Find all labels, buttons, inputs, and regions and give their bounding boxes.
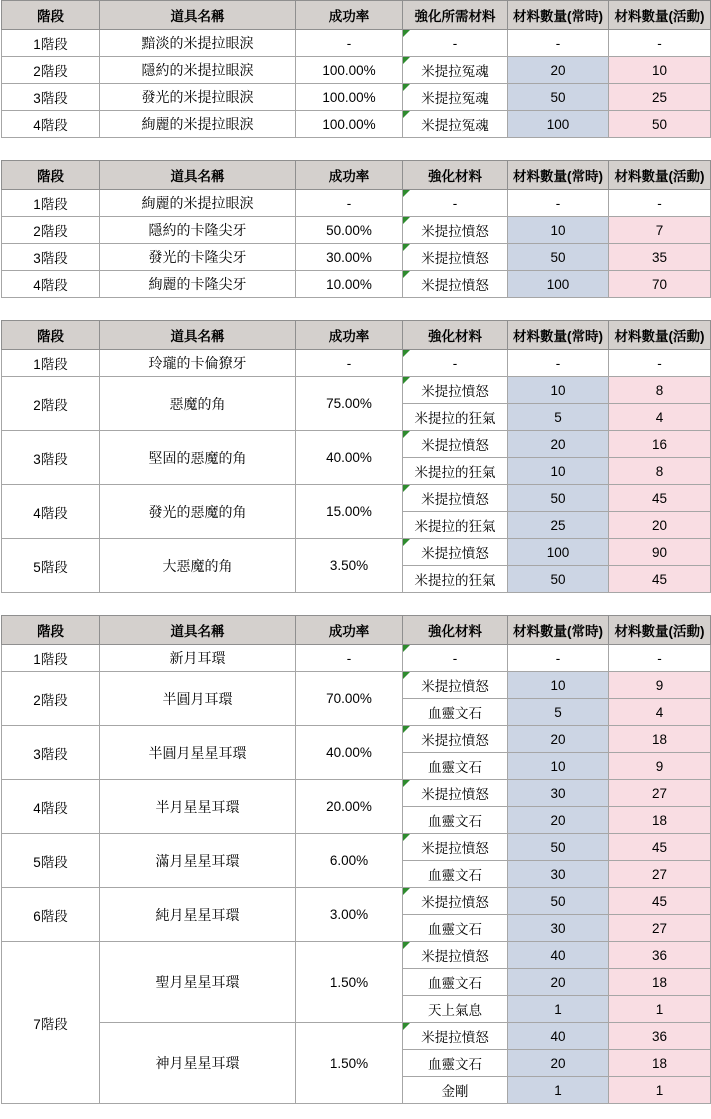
material-qty-event-cell: - xyxy=(609,350,711,377)
success-rate-cell: - xyxy=(296,350,403,377)
enchant-table xyxy=(1,320,711,593)
material-name-cell: 米提拉的狂氣 xyxy=(403,512,508,539)
column-header: 材料數量(常時) xyxy=(508,1,609,30)
success-rate-cell: - xyxy=(296,190,403,217)
item-name-cell: 半月星星耳環 xyxy=(100,780,296,834)
column-header: 材料數量(活動) xyxy=(609,161,711,190)
table-row xyxy=(2,84,711,111)
material-qty-event-cell: 16 xyxy=(609,431,711,458)
item-name-cell: 發光的惡魔的角 xyxy=(100,485,296,539)
material-qty-event-cell: 10 xyxy=(609,57,711,84)
stage-cell: 2階段 xyxy=(2,217,100,244)
column-header: 階段 xyxy=(2,1,100,30)
success-rate-cell: 100.00% xyxy=(296,84,403,111)
material-qty-normal-cell: 100 xyxy=(508,539,609,566)
material-qty-normal-cell: 20 xyxy=(508,431,609,458)
stage-cell: 4階段 xyxy=(2,780,100,834)
material-qty-normal-cell: - xyxy=(508,30,609,57)
table-row xyxy=(2,57,711,84)
column-header: 成功率 xyxy=(296,321,403,350)
item-name-cell: 隱約的卡隆尖牙 xyxy=(100,217,296,244)
item-name-cell: 惡魔的角 xyxy=(100,377,296,431)
table-header-row xyxy=(2,616,711,645)
stage-cell: 3階段 xyxy=(2,431,100,485)
table-row xyxy=(2,1023,711,1050)
success-rate-cell: 20.00% xyxy=(296,780,403,834)
success-rate-cell: 30.00% xyxy=(296,244,403,271)
success-rate-cell: 40.00% xyxy=(296,431,403,485)
item-name-cell: 發光的卡隆尖牙 xyxy=(100,244,296,271)
column-header: 材料數量(常時) xyxy=(508,616,609,645)
item-name-cell: 純月星星耳環 xyxy=(100,888,296,942)
material-qty-event-cell: 18 xyxy=(609,807,711,834)
material-name-cell: 米提拉憤怒 xyxy=(403,672,508,699)
material-qty-normal-cell: 1 xyxy=(508,1077,609,1104)
table-row xyxy=(2,888,711,915)
column-header: 階段 xyxy=(2,321,100,350)
table-header-row xyxy=(2,161,711,190)
material-name-cell: 金剛 xyxy=(403,1077,508,1104)
material-name-cell: 米提拉憤怒 xyxy=(403,271,508,298)
material-qty-normal-cell: 10 xyxy=(508,217,609,244)
material-qty-event-cell: 9 xyxy=(609,672,711,699)
item-name-cell: 發光的米提拉眼淚 xyxy=(100,84,296,111)
material-name-cell: - xyxy=(403,645,508,672)
enchant-table xyxy=(1,160,711,298)
material-qty-normal-cell: 5 xyxy=(508,404,609,431)
column-header: 道具名稱 xyxy=(100,161,296,190)
material-name-cell: 米提拉的狂氣 xyxy=(403,458,508,485)
stage-cell: 1階段 xyxy=(2,30,100,57)
success-rate-cell: 1.50% xyxy=(296,1023,403,1104)
material-name-cell: 天上氣息 xyxy=(403,996,508,1023)
material-qty-event-cell: - xyxy=(609,30,711,57)
item-name-cell: 堅固的惡魔的角 xyxy=(100,431,296,485)
stage-cell: 5階段 xyxy=(2,834,100,888)
item-name-cell: 絢麗的米提拉眼淚 xyxy=(100,190,296,217)
table-row xyxy=(2,431,711,458)
material-name-cell: 米提拉憤怒 xyxy=(403,942,508,969)
material-name-cell: 米提拉憤怒 xyxy=(403,485,508,512)
stage-cell: 4階段 xyxy=(2,271,100,298)
material-qty-normal-cell: 40 xyxy=(508,942,609,969)
material-qty-event-cell: 1 xyxy=(609,1077,711,1104)
material-qty-normal-cell: 1 xyxy=(508,996,609,1023)
material-qty-event-cell: 4 xyxy=(609,404,711,431)
success-rate-cell: 1.50% xyxy=(296,942,403,1023)
material-qty-normal-cell: 30 xyxy=(508,861,609,888)
table-row xyxy=(2,539,711,566)
material-qty-normal-cell: 50 xyxy=(508,888,609,915)
column-header: 成功率 xyxy=(296,1,403,30)
success-rate-cell: 3.50% xyxy=(296,539,403,593)
material-name-cell: 米提拉憤怒 xyxy=(403,834,508,861)
column-header: 材料數量(常時) xyxy=(508,321,609,350)
item-name-cell: 大惡魔的角 xyxy=(100,539,296,593)
material-name-cell: 米提拉憤怒 xyxy=(403,780,508,807)
material-qty-normal-cell: 20 xyxy=(508,57,609,84)
material-name-cell: - xyxy=(403,30,508,57)
material-name-cell: 米提拉憤怒 xyxy=(403,1023,508,1050)
material-qty-event-cell: 20 xyxy=(609,512,711,539)
column-header: 階段 xyxy=(2,616,100,645)
material-qty-event-cell: 27 xyxy=(609,861,711,888)
material-qty-event-cell: 9 xyxy=(609,753,711,780)
stage-cell: 4階段 xyxy=(2,111,100,138)
material-name-cell: 米提拉憤怒 xyxy=(403,217,508,244)
column-header: 道具名稱 xyxy=(100,616,296,645)
material-qty-normal-cell: 20 xyxy=(508,807,609,834)
success-rate-cell: 100.00% xyxy=(296,111,403,138)
item-name-cell: 神月星星耳環 xyxy=(100,1023,296,1104)
table-row xyxy=(2,942,711,969)
table-row xyxy=(2,485,711,512)
table-row xyxy=(2,217,711,244)
material-qty-event-cell: 36 xyxy=(609,942,711,969)
column-header: 材料數量(活動) xyxy=(609,616,711,645)
material-qty-normal-cell: 20 xyxy=(508,1050,609,1077)
material-qty-normal-cell: 30 xyxy=(508,915,609,942)
material-qty-normal-cell: 10 xyxy=(508,672,609,699)
success-rate-cell: - xyxy=(296,30,403,57)
material-name-cell: 米提拉憤怒 xyxy=(403,726,508,753)
item-name-cell: 絢麗的卡隆尖牙 xyxy=(100,271,296,298)
material-name-cell: 血靈文石 xyxy=(403,753,508,780)
material-qty-normal-cell: - xyxy=(508,190,609,217)
material-qty-event-cell: 50 xyxy=(609,111,711,138)
column-header: 階段 xyxy=(2,161,100,190)
stage-cell: 3階段 xyxy=(2,244,100,271)
material-qty-normal-cell: 5 xyxy=(508,699,609,726)
stage-cell: 4階段 xyxy=(2,485,100,539)
material-name-cell: 血靈文石 xyxy=(403,915,508,942)
material-qty-normal-cell: 100 xyxy=(508,111,609,138)
material-qty-normal-cell: 10 xyxy=(508,377,609,404)
material-qty-normal-cell: 50 xyxy=(508,244,609,271)
success-rate-cell: 50.00% xyxy=(296,217,403,244)
material-qty-normal-cell: 20 xyxy=(508,969,609,996)
stage-cell: 1階段 xyxy=(2,645,100,672)
material-name-cell: 米提拉憤怒 xyxy=(403,539,508,566)
material-name-cell: - xyxy=(403,190,508,217)
stage-cell: 6階段 xyxy=(2,888,100,942)
material-qty-event-cell: 25 xyxy=(609,84,711,111)
success-rate-cell: 75.00% xyxy=(296,377,403,431)
material-name-cell: 血靈文石 xyxy=(403,969,508,996)
item-name-cell: 半圓月星星耳環 xyxy=(100,726,296,780)
column-header: 材料數量(活動) xyxy=(609,1,711,30)
material-qty-normal-cell: 10 xyxy=(508,753,609,780)
table-row xyxy=(2,780,711,807)
table-header-row xyxy=(2,1,711,30)
table-row xyxy=(2,672,711,699)
success-rate-cell: 100.00% xyxy=(296,57,403,84)
material-name-cell: 血靈文石 xyxy=(403,1050,508,1077)
column-header: 強化材料 xyxy=(403,321,508,350)
success-rate-cell: 70.00% xyxy=(296,672,403,726)
material-name-cell: 米提拉憤怒 xyxy=(403,431,508,458)
table-row xyxy=(2,111,711,138)
material-qty-event-cell: 8 xyxy=(609,458,711,485)
material-qty-event-cell: 27 xyxy=(609,915,711,942)
material-qty-event-cell: 45 xyxy=(609,834,711,861)
material-qty-event-cell: 35 xyxy=(609,244,711,271)
material-qty-event-cell: 45 xyxy=(609,888,711,915)
column-header: 材料數量(常時) xyxy=(508,161,609,190)
material-qty-event-cell: 18 xyxy=(609,726,711,753)
stage-cell: 1階段 xyxy=(2,190,100,217)
material-name-cell: 血靈文石 xyxy=(403,861,508,888)
table-row xyxy=(2,244,711,271)
material-qty-event-cell: 45 xyxy=(609,485,711,512)
column-header: 成功率 xyxy=(296,616,403,645)
material-name-cell: 米提拉憤怒 xyxy=(403,244,508,271)
column-header: 強化所需材料 xyxy=(403,1,508,30)
material-qty-normal-cell: 50 xyxy=(508,485,609,512)
material-qty-normal-cell: 10 xyxy=(508,458,609,485)
column-header: 道具名稱 xyxy=(100,321,296,350)
stage-cell: 2階段 xyxy=(2,377,100,431)
material-qty-event-cell: 90 xyxy=(609,539,711,566)
material-name-cell: 米提拉冤魂 xyxy=(403,111,508,138)
material-qty-event-cell: 7 xyxy=(609,217,711,244)
material-qty-event-cell: 36 xyxy=(609,1023,711,1050)
stage-cell: 5階段 xyxy=(2,539,100,593)
item-name-cell: 半圓月耳環 xyxy=(100,672,296,726)
material-qty-event-cell: 18 xyxy=(609,969,711,996)
material-qty-normal-cell: - xyxy=(508,645,609,672)
column-header: 強化材料 xyxy=(403,161,508,190)
stage-cell: 1階段 xyxy=(2,350,100,377)
material-qty-event-cell: 70 xyxy=(609,271,711,298)
material-qty-event-cell: 1 xyxy=(609,996,711,1023)
item-name-cell: 隱約的米提拉眼淚 xyxy=(100,57,296,84)
table-row xyxy=(2,377,711,404)
material-qty-event-cell: - xyxy=(609,190,711,217)
success-rate-cell: 3.00% xyxy=(296,888,403,942)
material-name-cell: 米提拉冤魂 xyxy=(403,84,508,111)
enchant-table xyxy=(1,0,711,138)
item-name-cell: 玲瓏的卡倫獠牙 xyxy=(100,350,296,377)
material-qty-normal-cell: 50 xyxy=(508,566,609,593)
column-header: 成功率 xyxy=(296,161,403,190)
material-qty-event-cell: 18 xyxy=(609,1050,711,1077)
material-qty-normal-cell: 30 xyxy=(508,780,609,807)
table-row xyxy=(2,190,711,217)
material-qty-event-cell: 27 xyxy=(609,780,711,807)
table-row xyxy=(2,30,711,57)
table-row xyxy=(2,350,711,377)
material-name-cell: - xyxy=(403,350,508,377)
material-qty-normal-cell: 50 xyxy=(508,834,609,861)
material-name-cell: 米提拉的狂氣 xyxy=(403,566,508,593)
material-qty-event-cell: - xyxy=(609,645,711,672)
stage-cell: 7階段 xyxy=(2,942,100,1104)
stage-cell: 2階段 xyxy=(2,57,100,84)
stage-cell: 3階段 xyxy=(2,84,100,111)
success-rate-cell: 10.00% xyxy=(296,271,403,298)
item-name-cell: 新月耳環 xyxy=(100,645,296,672)
table-row xyxy=(2,645,711,672)
material-name-cell: 米提拉的狂氣 xyxy=(403,404,508,431)
material-qty-normal-cell: 20 xyxy=(508,726,609,753)
material-name-cell: 米提拉憤怒 xyxy=(403,888,508,915)
item-name-cell: 聖月星星耳環 xyxy=(100,942,296,1023)
table-row xyxy=(2,271,711,298)
material-qty-normal-cell: - xyxy=(508,350,609,377)
success-rate-cell: 15.00% xyxy=(296,485,403,539)
material-qty-normal-cell: 25 xyxy=(508,512,609,539)
material-qty-event-cell: 45 xyxy=(609,566,711,593)
success-rate-cell: - xyxy=(296,645,403,672)
column-header: 道具名稱 xyxy=(100,1,296,30)
material-qty-event-cell: 8 xyxy=(609,377,711,404)
success-rate-cell: 6.00% xyxy=(296,834,403,888)
material-qty-event-cell: 4 xyxy=(609,699,711,726)
table-header-row xyxy=(2,321,711,350)
material-qty-normal-cell: 50 xyxy=(508,84,609,111)
success-rate-cell: 40.00% xyxy=(296,726,403,780)
table-row xyxy=(2,726,711,753)
enchant-table xyxy=(1,615,711,1104)
stage-cell: 2階段 xyxy=(2,672,100,726)
material-qty-normal-cell: 40 xyxy=(508,1023,609,1050)
column-header: 材料數量(活動) xyxy=(609,321,711,350)
material-name-cell: 血靈文石 xyxy=(403,699,508,726)
material-name-cell: 血靈文石 xyxy=(403,807,508,834)
item-name-cell: 黯淡的米提拉眼淚 xyxy=(100,30,296,57)
material-name-cell: 米提拉憤怒 xyxy=(403,377,508,404)
table-row xyxy=(2,834,711,861)
column-header: 強化材料 xyxy=(403,616,508,645)
material-qty-normal-cell: 100 xyxy=(508,271,609,298)
item-name-cell: 滿月星星耳環 xyxy=(100,834,296,888)
material-name-cell: 米提拉冤魂 xyxy=(403,57,508,84)
stage-cell: 3階段 xyxy=(2,726,100,780)
item-name-cell: 絢麗的米提拉眼淚 xyxy=(100,111,296,138)
